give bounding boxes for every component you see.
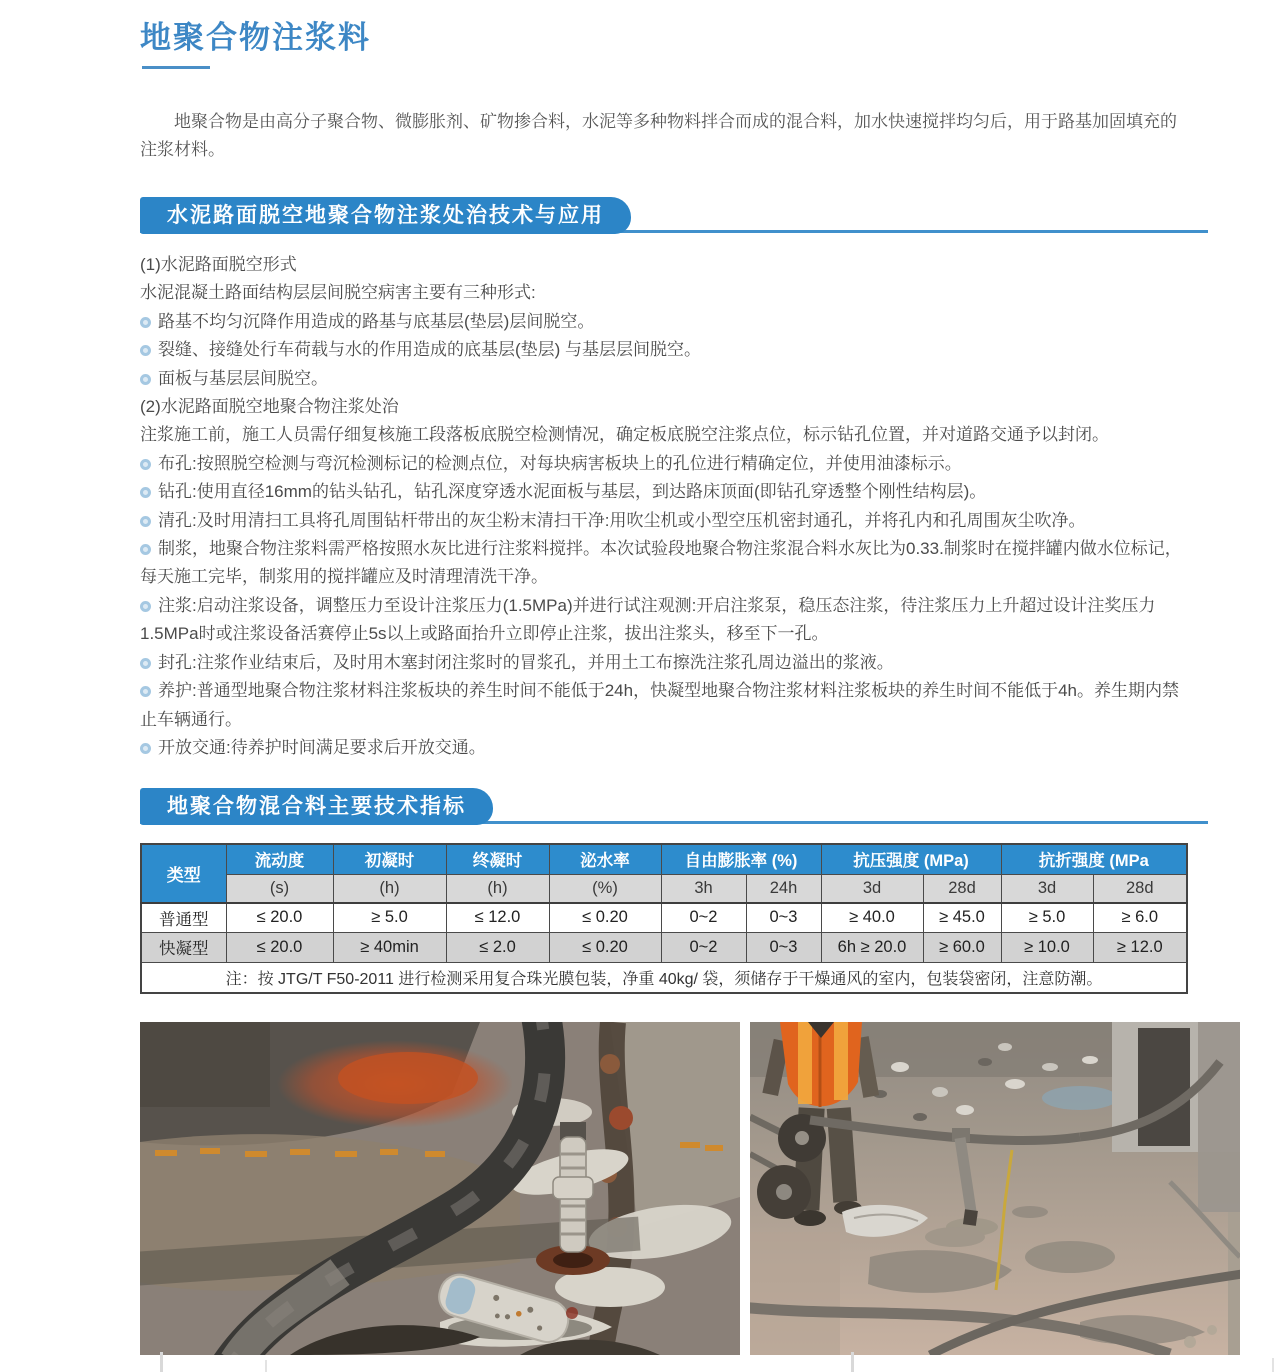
cell: 0~2 [661,903,746,932]
ring-bullet-icon [140,345,151,356]
unit-header: (%) [549,874,661,903]
page-edge-artifact [265,1360,267,1372]
section-header-1-label: 水泥路面脱空地聚合物注浆处治技术与应用 [167,204,604,227]
table-corner-header: 类型 [141,844,226,903]
ring-bullet-icon [140,317,151,328]
ring-bullet-icon [140,743,151,754]
bullet-item [140,450,1194,478]
bullet-text: 制浆，地聚合物注浆料需严格按照水灰比进行注浆料搅拌。本次试验段地聚合物注浆混合料水灰比为0.33.制浆时在搅拌罐内做水位标记，每天施工完毕，制浆用的搅拌罐应及时清理清洗干净。 [140,539,1182,587]
cell: ≥ 12.0 [1093,932,1187,962]
paragraph: (1)水泥路面脱空形式 [140,255,297,274]
table-note-row [141,962,1187,993]
paragraph: (2)水泥路面脱空地聚合物注浆处治 [140,397,399,417]
title-underline [142,66,210,69]
ring-bullet-icon [140,686,151,697]
bullet-item [140,308,1194,336]
cell: ≥ 5.0 [1001,903,1093,932]
technical-specs-table [140,843,1188,994]
table-note: 注：按 JTG/T F50-2011 进行检测采用复合珠光膜包装，净重 40kg/ 袋，须储存于干燥通风的室内，包装袋密闭，注意防潮。 [141,962,1187,993]
sub-header: 3d [821,874,923,903]
cell: ≥ 5.0 [333,903,446,932]
ring-bullet-icon [140,459,151,470]
ring-bullet-icon [140,544,151,555]
bullet-text: 养护:普通型地聚合物注浆材料注浆板块的养生时间不能低于24h，快凝型地聚合物注浆材料注浆板块的养生时间不能低于4h。养生期内禁止车辆通行。 [140,681,1179,729]
cell: ≤ 0.20 [549,932,661,962]
sub-header: 24h [746,874,821,903]
column-header: 泌水率 [549,844,661,874]
bullet-text: 裂缝、接缝处行车荷载与水的作用造成的底基层(垫层) 与基层层间脱空。 [158,340,702,360]
bullet-item [140,336,1194,364]
cell: ≤ 20.0 [226,932,333,962]
page-title: 地聚合物注浆料 [140,20,371,55]
ring-bullet-icon [140,601,151,612]
bullet-item [140,478,1194,506]
ring-bullet-icon [140,374,151,385]
column-header: 自由膨胀率 (%) [661,844,821,874]
unit-header: (h) [333,874,446,903]
bullet-text: 面板与基层层间脱空。 [158,368,328,388]
section-header-2-label: 地聚合物混合料主要技术指标 [167,795,466,818]
cell: 6h ≥ 20.0 [821,932,923,962]
sub-header: 3d [1001,874,1093,903]
row-label: 快凝型 [141,932,226,962]
table-row [141,932,1187,962]
cell: ≤ 20.0 [226,903,333,932]
sub-header: 28d [923,874,1001,903]
section-1-content [140,251,1194,762]
bullet-text: 清孔:及时用清扫工具将孔周围钻杆带出的灰尘粉末清扫干净:用吹尘机或小型空压机密封通孔，并将孔内和孔周围灰尘吹净。 [158,510,1086,530]
column-header: 抗折强度 (MPa [1001,844,1187,874]
column-header: 抗压强度 (MPa) [821,844,1001,874]
ring-bullet-icon [140,487,151,498]
cell: ≥ 45.0 [923,903,1001,932]
unit-header: (h) [446,874,549,903]
bullet-text: 钻孔:使用直径16mm的钻头钻孔，钻孔深度穿透水泥面板与基层，到达路床顶面(即钻孔穿透整个刚性结构层)。 [158,482,987,502]
cell: 0~2 [661,932,746,962]
cell: ≤ 2.0 [446,932,549,962]
bullet-text: 布孔:按照脱空检测与弯沉检测标记的检测点位，对每块病害板块上的孔位进行精确定位，并使用油漆标示。 [158,453,962,473]
cell: ≥ 40min [333,932,446,962]
page-edge-artifact [1272,1358,1274,1372]
bullet-item [140,677,1194,734]
bullet-text: 封孔:注浆作业结束后，及时用木塞封闭注浆时的冒浆孔，并用土工布擦洗注浆孔周边溢出的浆液。 [158,652,894,672]
worker-grouting-worksite-photo [750,1022,1240,1355]
unit-header: (s) [226,874,333,903]
cell: ≥ 40.0 [821,903,923,932]
paragraph: 水泥混凝土路面结构层层间脱空病害主要有三种形式: [140,283,536,303]
sub-header: 28d [1093,874,1187,903]
bullet-item [140,365,1194,393]
sub-header: 3h [661,874,746,903]
bullet-item [140,592,1194,649]
section-header-1 [140,197,631,234]
row-label: 普通型 [141,903,226,932]
ring-bullet-icon [140,516,151,527]
bullet-item [140,649,1194,677]
page-edge-artifact [851,1352,854,1372]
bullet-item [140,734,1194,762]
cell: 0~3 [746,932,821,962]
cell: ≥ 10.0 [1001,932,1093,962]
bullet-item [140,535,1194,592]
paragraph: 注浆施工前，施工人员需仔细复核施工段落板底脱空检测情况，确定板底脱空注浆点位，标示钻孔位置，并对道路交通予以封闭。 [140,425,1109,445]
column-header: 初凝时 [333,844,446,874]
intro-paragraph: 地聚合物是由高分子聚合物、微膨胀剂、矿物掺合料，水泥等多种物料拌合而成的混合料，加水快速搅拌均匀后，用于路基加固填充的注浆材料。 [140,112,1177,159]
cell: ≥ 60.0 [923,932,1001,962]
cell: ≥ 6.0 [1093,903,1187,932]
bullet-text: 开放交通:待养护时间满足要求后开放交通。 [158,737,486,757]
bullet-text: 注浆:启动注浆设备，调整压力至设计注浆压力(1.5MPa)并进行试注观测:开启注浆泵，稳压态注浆，待注浆压力上升超过设计注奖压力1.5MPa时或注浆设备活赛停止5s以上或路面抬升立即停止注浆，拔出注浆头，移至下一孔。 [140,595,1156,644]
bullet-text: 路基不均匀沉降作用造成的路基与底基层(垫层)层间脱空。 [158,311,595,331]
cell: ≤ 0.20 [549,903,661,932]
column-header: 流动度 [226,844,333,874]
cell: ≤ 12.0 [446,903,549,932]
table-row [141,903,1187,932]
column-header: 终凝时 [446,844,549,874]
bullet-item [140,507,1194,535]
grouting-hose-and-sealed-hole-photo [140,1022,740,1355]
section-header-2 [140,788,493,825]
page-edge-artifact [160,1352,163,1372]
cell: 0~3 [746,903,821,932]
ring-bullet-icon [140,658,151,669]
